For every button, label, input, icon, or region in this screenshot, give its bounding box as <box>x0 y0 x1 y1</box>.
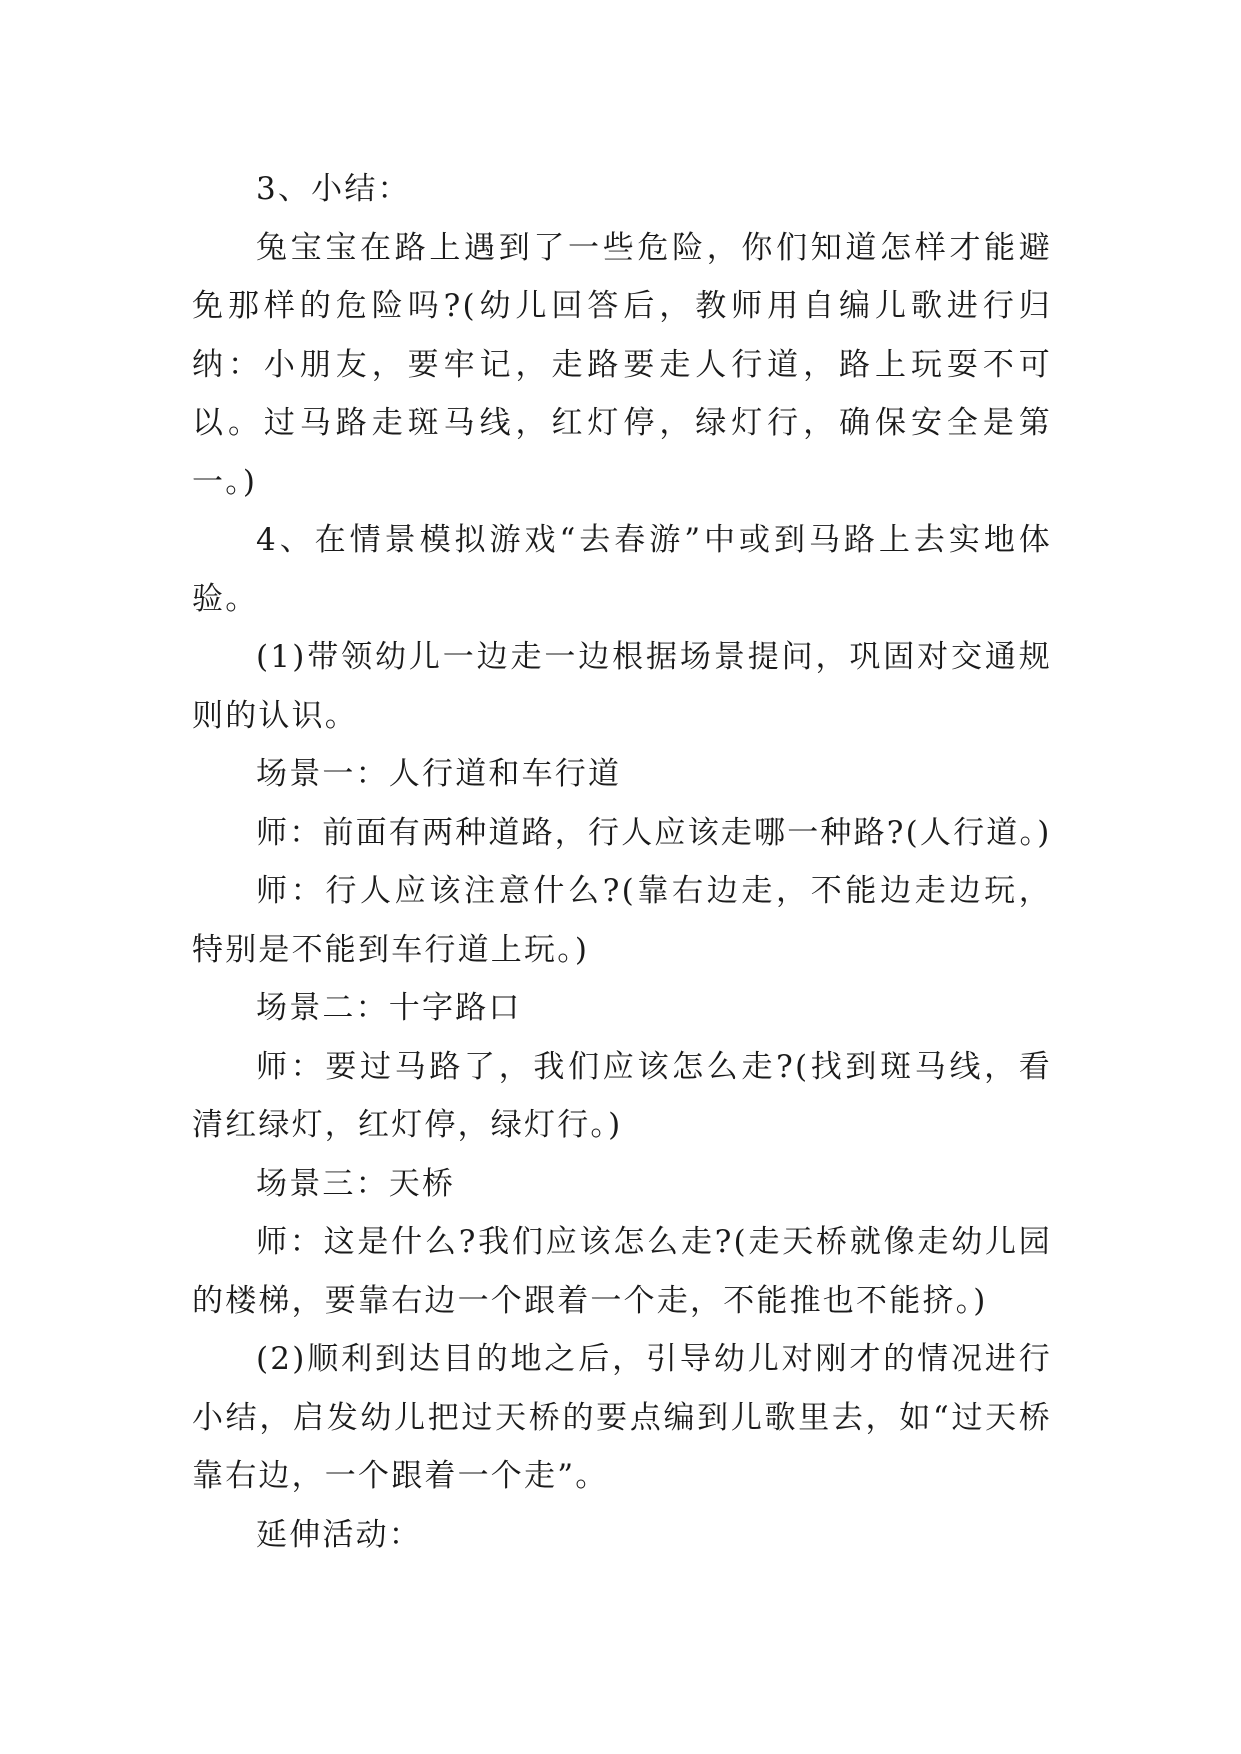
document-body <box>192 160 1052 1564</box>
scene-two-title: 场景二：十字路口 <box>256 990 522 1026</box>
paragraph-step-4-2: (2)顺利到达目的地之后，引导幼儿对刚才的情况进行小结，启发幼儿把过天桥的要点编到儿歌里去，如“过天桥靠右边，一个跟着一个走”。 <box>192 1341 1052 1494</box>
scene-one-title: 场景一：人行道和车行道 <box>256 756 622 792</box>
paragraph-step-4-1: (1)带领幼儿一边走一边根据场景提问，巩固对交通规则的认识。 <box>192 639 1052 734</box>
scene-one-dialog-1: 师：前面有两种道路，行人应该走哪一种路?(人行道。) <box>256 814 1052 851</box>
scene-three-title: 场景三：天桥 <box>256 1165 456 1202</box>
scene-one-dialog-2: 师：行人应该注意什么?(靠右边走，不能边走边玩，特别是不能到车行道上玩。) <box>192 873 1052 968</box>
heading-extension-activity: 延伸活动： <box>256 1516 422 1553</box>
heading-summary: 3、小结： <box>256 171 411 207</box>
scene-three-dialog: 师：这是什么?我们应该怎么走?(走天桥就像走幼儿园的楼梯，要靠右边一个跟着一个走，不能推也不能挤。) <box>192 1224 1052 1319</box>
paragraph-summary-text: 兔宝宝在路上遇到了一些危险，你们知道怎样才能避免那样的危险吗?(幼儿回答后，教师用自编儿歌进行归纳：小朋友，要牢记，走路要走人行道，路上玩耍不可以。过马路走斑马线，红灯停，绿灯行，确保安全是第一。) <box>192 229 1052 500</box>
paragraph-step-4: 4、在情景模拟游戏“去春游”中或到马路上去实地体验。 <box>192 522 1052 617</box>
scene-two-dialog: 师：要过马路了，我们应该怎么走?(找到斑马线，看清红绿灯，红灯停，绿灯行。) <box>192 1048 1052 1143</box>
